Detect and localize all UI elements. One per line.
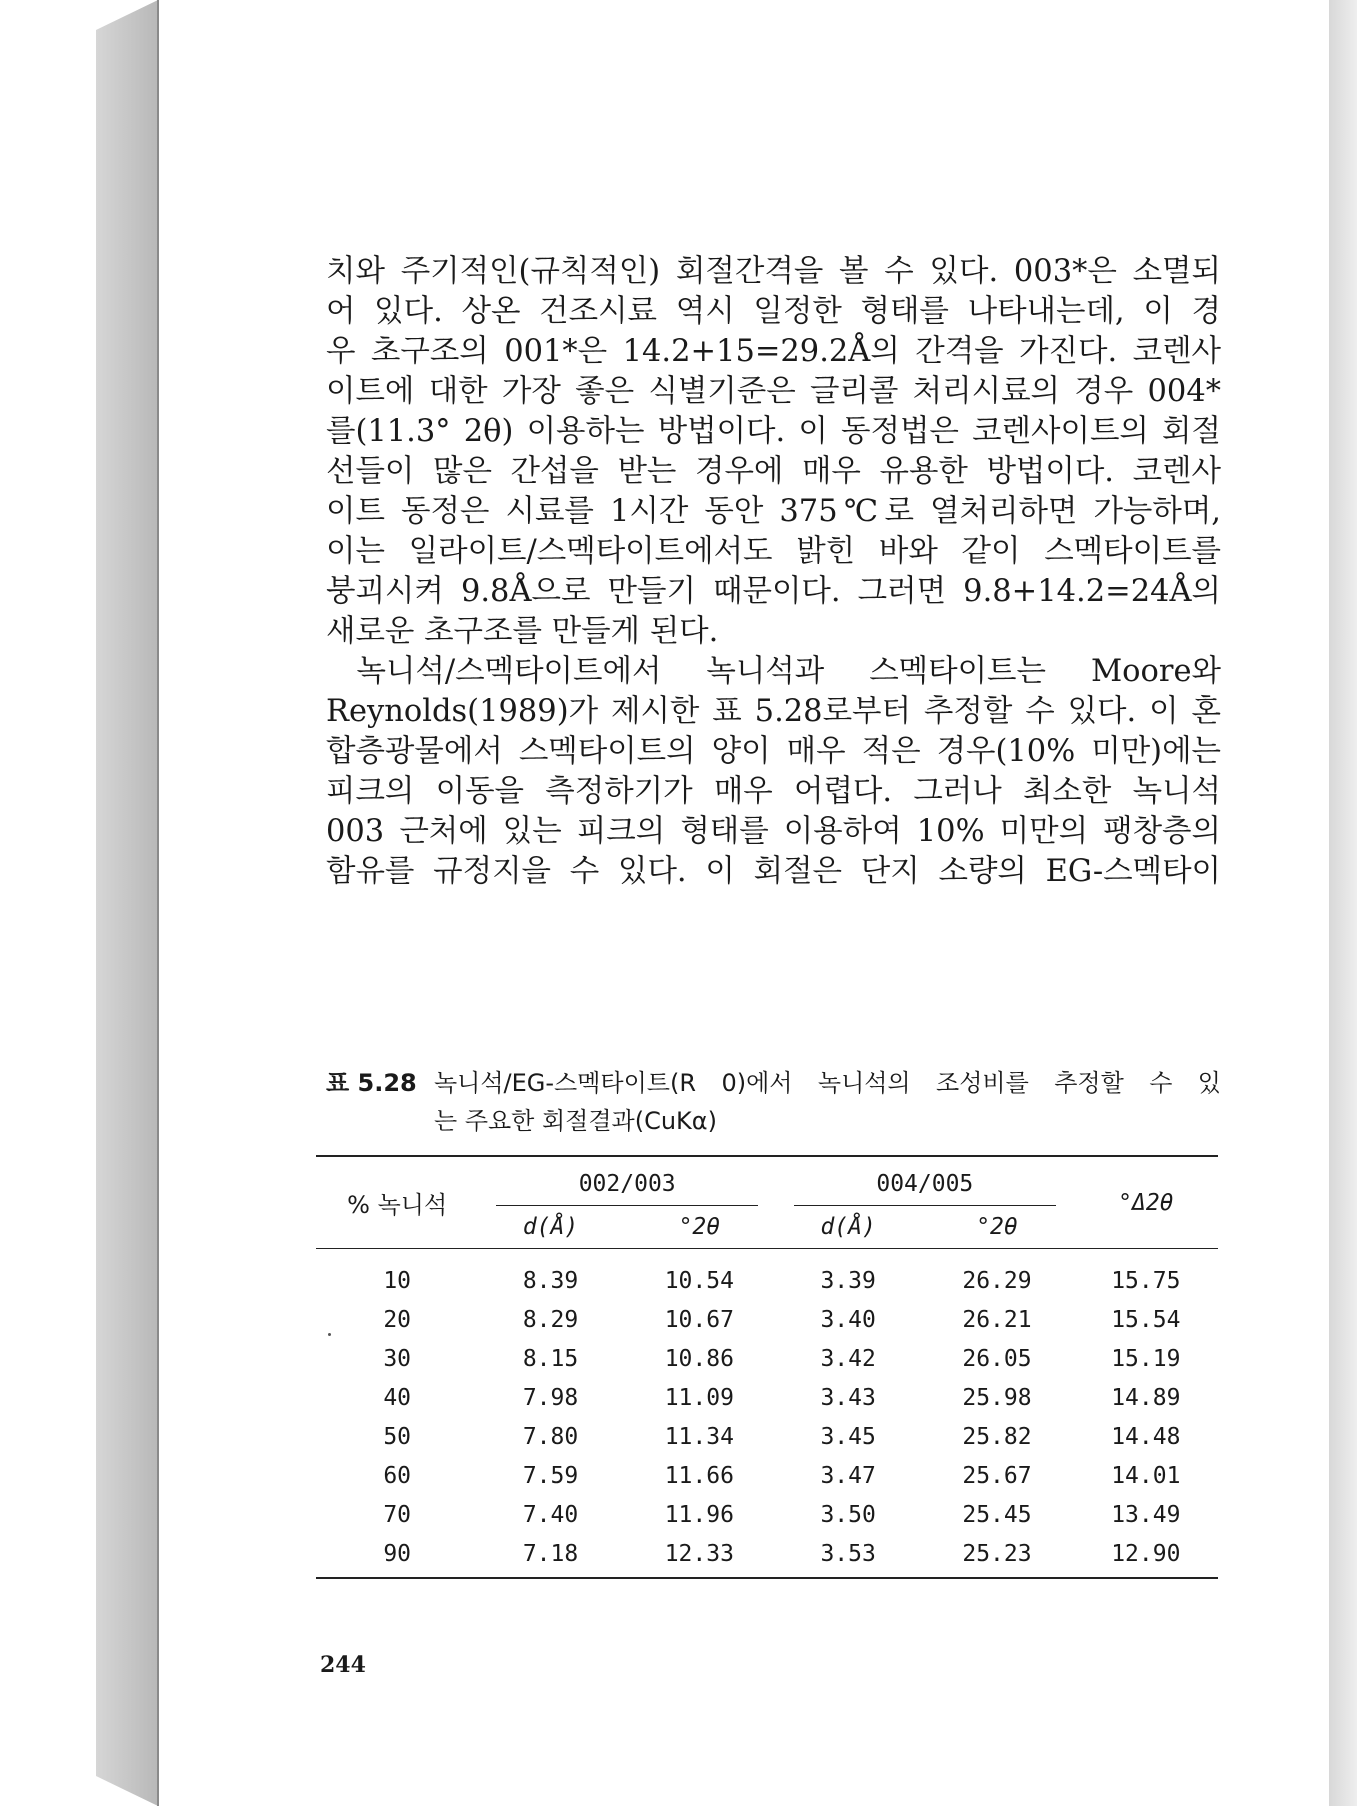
- cell: 50: [383, 1423, 412, 1450]
- data-table-wrapper: [316, 1155, 1218, 1579]
- cell: 7.98: [522, 1384, 579, 1411]
- caption-text: [434, 1064, 1221, 1140]
- text-line: 새로운 초구조를 만들게 된다.: [326, 614, 719, 649]
- table-row: [316, 1249, 1218, 1301]
- header-group-002-003: [478, 1156, 776, 1206]
- table-row: [316, 1300, 1218, 1339]
- header-d-spacing: d(Å): [478, 1206, 622, 1249]
- cell: 10: [383, 1267, 412, 1294]
- header-delta-2theta: °Δ2θ: [1074, 1156, 1218, 1249]
- cell: 11.09: [664, 1384, 734, 1411]
- text-line: 어 있다. 상온 건조시료 역시 일정한 형태를 나타내는데, 이 경: [326, 294, 1221, 329]
- cell: 10.67: [664, 1306, 734, 1333]
- header-d-spacing: d(Å): [776, 1206, 920, 1249]
- text-line: 합층광물에서 스멕타이트의 양이 매우 적은 경우(10% 미만)에는: [326, 734, 1221, 769]
- text-line: 함유를 규정지을 수 있다. 이 회절은 단지 소량의 EG-스멕타이: [326, 854, 1221, 889]
- cell: 25.98: [962, 1384, 1032, 1411]
- cell: 3.43: [820, 1384, 876, 1411]
- cell: 60: [383, 1462, 412, 1489]
- text-line: 치와 주기적인(규칙적인) 회절간격을 볼 수 있다. 003*은 소멸되: [326, 254, 1221, 289]
- text-line: 피크의 이동을 측정하기가 매우 어렵다. 그러나 최소한 녹니석: [326, 774, 1221, 809]
- cell: 8.29: [522, 1306, 579, 1333]
- cell: 90: [316, 1534, 478, 1578]
- cell: 40: [383, 1384, 412, 1411]
- cell: 8.15: [522, 1345, 579, 1372]
- header-group-004-005: [776, 1156, 1074, 1206]
- cell: 12.90: [1074, 1534, 1218, 1578]
- cell: 3.47: [820, 1462, 876, 1489]
- cell: 13.49: [1111, 1501, 1181, 1528]
- cell: 15.54: [1111, 1306, 1181, 1333]
- caption-line: 는 주요한 회절결과(CuKα): [434, 1107, 717, 1135]
- paragraph-2: [326, 652, 1221, 892]
- cell: 25.45: [962, 1501, 1032, 1528]
- header-2theta: °2θ: [623, 1206, 776, 1249]
- cell: 15.19: [1111, 1345, 1181, 1372]
- table-row: [316, 1495, 1218, 1534]
- table-row: [316, 1534, 1218, 1578]
- cell: 3.40: [820, 1306, 876, 1333]
- cell: 70: [383, 1501, 412, 1528]
- cell: 14.89: [1111, 1384, 1181, 1411]
- cell: 26.21: [962, 1306, 1032, 1333]
- text-line: 선들이 많은 간섭을 받는 경우에 매우 유용한 방법이다. 코렌사: [326, 454, 1221, 489]
- cell: 3.50: [820, 1501, 876, 1528]
- cell: 3.42: [820, 1345, 876, 1372]
- text-line: 이트 동정은 시료를 1시간 동안 375℃로 열처리하면 가능하며,: [326, 494, 1221, 529]
- table-row: [316, 1339, 1218, 1378]
- header-2theta: °2θ: [920, 1206, 1073, 1249]
- cell: 26.05: [962, 1345, 1032, 1372]
- cell: 3.39: [820, 1267, 876, 1294]
- cell: 25.82: [962, 1423, 1032, 1450]
- cell: 7.80: [522, 1423, 579, 1450]
- cell: 7.18: [478, 1534, 622, 1578]
- cell: 11.66: [664, 1462, 734, 1489]
- cell: 10.54: [664, 1267, 734, 1294]
- cell: 14.48: [1111, 1423, 1181, 1450]
- cell: 14.01: [1111, 1462, 1181, 1489]
- header-group-label: 002/003: [496, 1171, 758, 1206]
- text-line: 를(11.3° 2θ) 이용하는 방법이다. 이 동정법은 코렌사이트의 회절: [326, 414, 1221, 449]
- cell: 25.67: [962, 1462, 1032, 1489]
- text-line: 붕괴시켜 9.8Å으로 만들기 때문이다. 그러면 9.8+14.2=24Å의: [326, 574, 1221, 609]
- cell: 3.45: [820, 1423, 876, 1450]
- cell: 7.40: [522, 1501, 579, 1528]
- table-row: [316, 1417, 1218, 1456]
- text-line: 이는 일라이트/스멕타이트에서도 밝힌 바와 같이 스멕타이트를: [326, 534, 1221, 569]
- cell: 15.75: [1111, 1267, 1181, 1294]
- book-spine: [96, 0, 158, 1806]
- caption-label: 표 5.28: [326, 1069, 417, 1097]
- paragraph-1: [326, 252, 1221, 652]
- body-text: [326, 252, 1221, 892]
- data-table: [316, 1155, 1218, 1579]
- header-group-label: 004/005: [794, 1171, 1056, 1206]
- cell: 25.23: [920, 1534, 1073, 1578]
- cell: 11.96: [664, 1501, 734, 1528]
- text-line: 녹니석/스멕타이트에서 녹니석과 스멕타이트는 Moore와: [356, 654, 1221, 689]
- cell: 20: [383, 1306, 412, 1333]
- cell: 11.34: [664, 1423, 734, 1450]
- table-row: [316, 1378, 1218, 1417]
- header-percent-chlorite: % 녹니석: [316, 1156, 478, 1249]
- cell: 8.39: [522, 1267, 579, 1294]
- cell: 3.53: [776, 1534, 920, 1578]
- table-row: [316, 1456, 1218, 1495]
- cell: 26.29: [962, 1267, 1032, 1294]
- text-line: 003 근처에 있는 피크의 형태를 이용하여 10% 미만의 팽창층의: [326, 814, 1221, 849]
- text-line: Reynolds(1989)가 제시한 표 5.28로부터 추정할 수 있다. 이 혼: [326, 694, 1221, 729]
- text-line: 이트에 대한 가장 좋은 식별기준은 글리콜 처리시료의 경우 004*: [326, 374, 1221, 409]
- cell: 12.33: [623, 1534, 776, 1578]
- page-number: 244: [320, 1652, 366, 1678]
- stray-dot: [328, 1333, 331, 1336]
- cell: 10.86: [664, 1345, 734, 1372]
- caption-line: 녹니석/EG-스멕타이트(R 0)에서 녹니석의 조성비를 추정할 수 있: [434, 1069, 1221, 1097]
- cell: 30: [383, 1345, 412, 1372]
- cell: 7.59: [522, 1462, 579, 1489]
- text-line: 우 초구조의 001*은 14.2+15=29.2Å의 간격을 가진다. 코렌사: [326, 334, 1221, 369]
- page-edge-shadow: [1329, 0, 1357, 1806]
